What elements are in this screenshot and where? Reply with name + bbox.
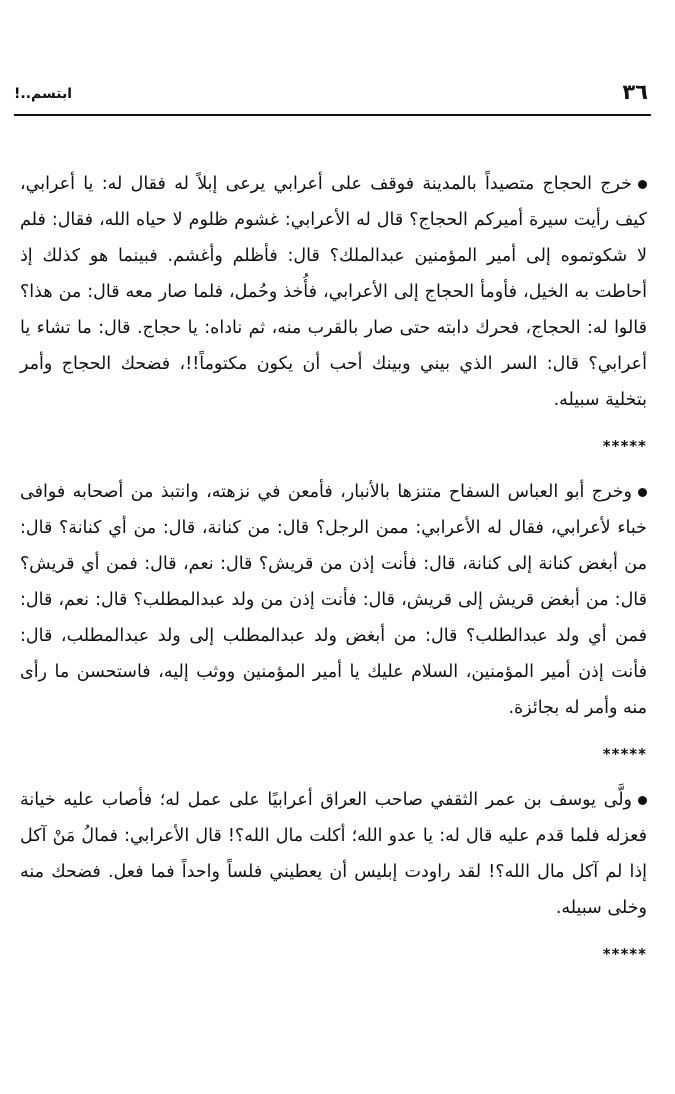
anecdote-text: وخرج أبو العباس السفاح متنزها بالأنبار، فأمعن في نزهته، وانتبذ من أصحابه فوافى خباء لأعرابي، فقال له الأعرابي: ممن الرجل؟ قال: من كنانة، قال: من أي كنانة؟ قال: من أبغض كنانة إلى كنانة، قال: فأنت إذن من قريش؟ قال: نعم، قال: فمن أي قريش؟ قال: من أبغض قريش إلى قريش، قال: فأنت إذن من ولد عبدالمطلب؟ قال: نعم، قال: فمن أي ولد عبدالطلب؟ قال: من أبغض ولد عبدالمطلب إلى ولد عبدالمطلب، قال: فأنت إذن أمير المؤمنين، السلام عليك يا أمير المؤمنين ووثب إليه، فاستحسن ما رأى منه وأمر له بجائزة. bbox=[20, 482, 647, 718]
running-title: ابتسم..! bbox=[14, 86, 73, 102]
page-number: ٣٦ bbox=[622, 80, 648, 104]
bullet-icon bbox=[638, 796, 647, 805]
page-header bbox=[14, 80, 664, 110]
anecdote-text: ولَّى يوسف بن عمر الثقفي صاحب العراق أعرابيًا على عمل له؛ فأصاب عليه خيانة فعزله فلما قدم عليه قال له: يا عدو الله؛ أكلت مال الله؟! قال الأعرابي: فمالُ مَنْ آكل إذا لم آكل مال الله؟! لقد راودت إبليس أن يعطيني فلساً واحداً فما فعل. فضحك منه وخلى سبيله. bbox=[20, 790, 647, 918]
header-rule bbox=[14, 114, 651, 116]
page-body bbox=[20, 166, 647, 982]
bullet-icon bbox=[638, 488, 647, 497]
anecdote-text: خرج الحجاج متصيداً بالمدينة فوقف على أعرابي يرعى إبلاً له فقال له: يا أعرابي، كيف رأيت سيرة أميركم الحجاج؟ قال له الأعرابي: غشوم ظلوم لا حياه الله، فقال: فلم لا شكوتموه إلى أمير المؤمنين عبدالملك؟ قال: فأظلم وأغشم. فبينما هو كذلك إذ أحاطت به الخيل، فأومأ الحجاج إلى الأعرابي، فأُخذ وحُمل، فلما صار معه قال: من هذا؟ قالوا له: الحجاج، فحرك دابته حتى صار بالقرب منه، ثم ناداه: يا حجاج. قال: ما تشاء يا أعرابي؟ قال: السر الذي بيني وبينك أحب أن يكون مكتوماً!!، فضحك الحجاج وأمر بتخلية سبيله. bbox=[20, 174, 647, 410]
section-separator: ***** bbox=[602, 745, 647, 763]
section-separator: ***** bbox=[602, 945, 647, 963]
anecdote-paragraph bbox=[20, 166, 647, 418]
section-separator: ***** bbox=[602, 437, 647, 455]
anecdote-paragraph bbox=[20, 474, 647, 726]
anecdote-paragraph bbox=[20, 782, 647, 926]
bullet-icon bbox=[638, 180, 647, 189]
